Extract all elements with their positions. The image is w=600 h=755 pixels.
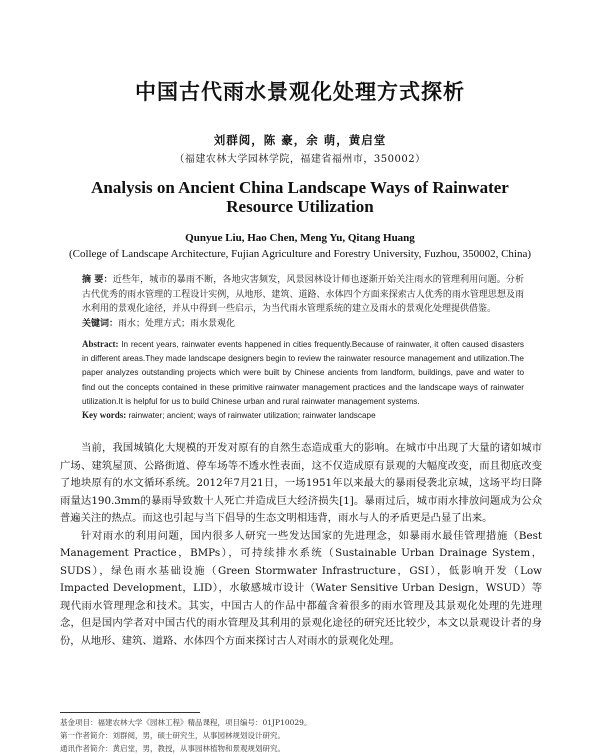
footnote-first-author: 第一作者简介：刘群阅，男，硕士研究生，从事园林规划设计研究。 [60,731,285,740]
chinese-abstract-text: 近些年，城市的暴雨不断，各地灾害频发，风景园林设计师也逐渐开始关注雨水的管理利用问题。分析古代优秀的雨水管理的工程设计实例，从地形、建筑、道路、水体四个方面来探索古人优秀的雨水管理思想及雨水利用的景观化途径，并从中得到一些启示，为当代雨水管理系统的建立及雨水的景观化处理提供借鉴。 [82,275,524,314]
footnotes [60,716,540,755]
english-keywords-label: Key words: [82,410,127,420]
english-abstract-text: In recent years, rainwater events happened in cities frequently.Because of rainwater, it often caused disasters in different areas.They made landscape designers begin to review the rainwater resource management and utilization.The paper analyzes outstanding projects which were built by Chinese ancients from landform, buildings, pave and water to find out the concepts contained in these primitive rainwater management practices and the landscape ways of rainwater utilization.It is helpful for us to build Chinese urban and rural rainwater management systems. [82,340,524,406]
chinese-keywords-label: 关键词： [82,319,119,329]
chinese-abstract-label: 摘 要： [82,275,113,285]
english-authors: Qunyue Liu, Hao Chen, Meng Yu, Qitang Huang [185,232,415,244]
body-text [60,440,542,650]
body-paragraph: 当前，我国城镇化大规模的开发对原有的自然生态造成重大的影响。在城市中出现了大量的诸如城市广场、建筑屋顶、公路街道、停车场等不透水性表面，这不仅造成原有景观的大幅度改变，而且彻底改变了地块原有的水文循环系统。2012年7月21日，一场1951年以来最大的暴雨侵袭北京城，这场平均日降雨量达190.3mm的暴雨导致数十人死亡并造成巨大经济损失[1]。暴雨过后，城市雨水排放问题成为公众普遍关注的热点。而这也引起与当下倡导的生态文明相违背，雨水与人的矛盾更是凸显了出来。 [60,442,542,524]
english-abstract [82,337,524,409]
footnote-divider [60,712,200,713]
chinese-title: 中国古代雨水景观化处理方式探析 [135,80,465,104]
chinese-keywords-text: 雨水；处理方式；雨水景观化 [118,319,236,329]
chinese-authors: 刘群阅，陈 豪，余 萌，黄启堂 [213,133,387,147]
english-keywords [82,409,524,422]
english-affiliation: (College of Landscape Architecture, Fujian Agriculture and Forestry University, Fuzhou, 350002, China) [68,248,532,260]
footnote-corresponding-author: 通讯作者简介：黄启堂，男，教授，从事园林植物和景观规划研究。 [60,744,285,753]
footnote-funding: 基金项目：福建农林大学《园林工程》精品课程，项目编号：01JP10029。 [60,718,312,727]
chinese-abstract [82,273,524,317]
english-keywords-text: rainwater; ancient; ways of rainwater utilization; rainwater landscape [128,411,376,420]
english-title: Analysis on Ancient China Landscape Ways of Rainwater Resource Utilization [91,178,509,216]
english-abstract-label: Abstract: [82,339,119,349]
body-paragraph: 针对雨水的利用问题，国内很多人研究一些发达国家的先进理念，如暴雨水最佳管理措施（Best Management Practice，BMPs），可持续排水系统（Sustainable Urban Drainage System，SUDS），绿色雨水基础设施（Green Stormwater Infrastructure，GSI），低影响开发（Low Impacted Development，LID），水敏感城市设计（Water Sensitive Urban Design，WSUD）等现代雨水管理理念和技术。其实，中国古人的作品中都蕴含着很多的雨水管理及其景观化处理的先进理念，但是国内学者对中国古代的雨水管理及其利用的景观化途径的研究还比较少，本文以景观设计者的身份，从地形、建筑、道路、水体四个方面来探讨古人对雨水的景观化处理。 [60,529,542,647]
chinese-affiliation: （福建农林大学园林学院，福建省福州市，350002） [174,154,426,165]
chinese-keywords [82,317,524,331]
